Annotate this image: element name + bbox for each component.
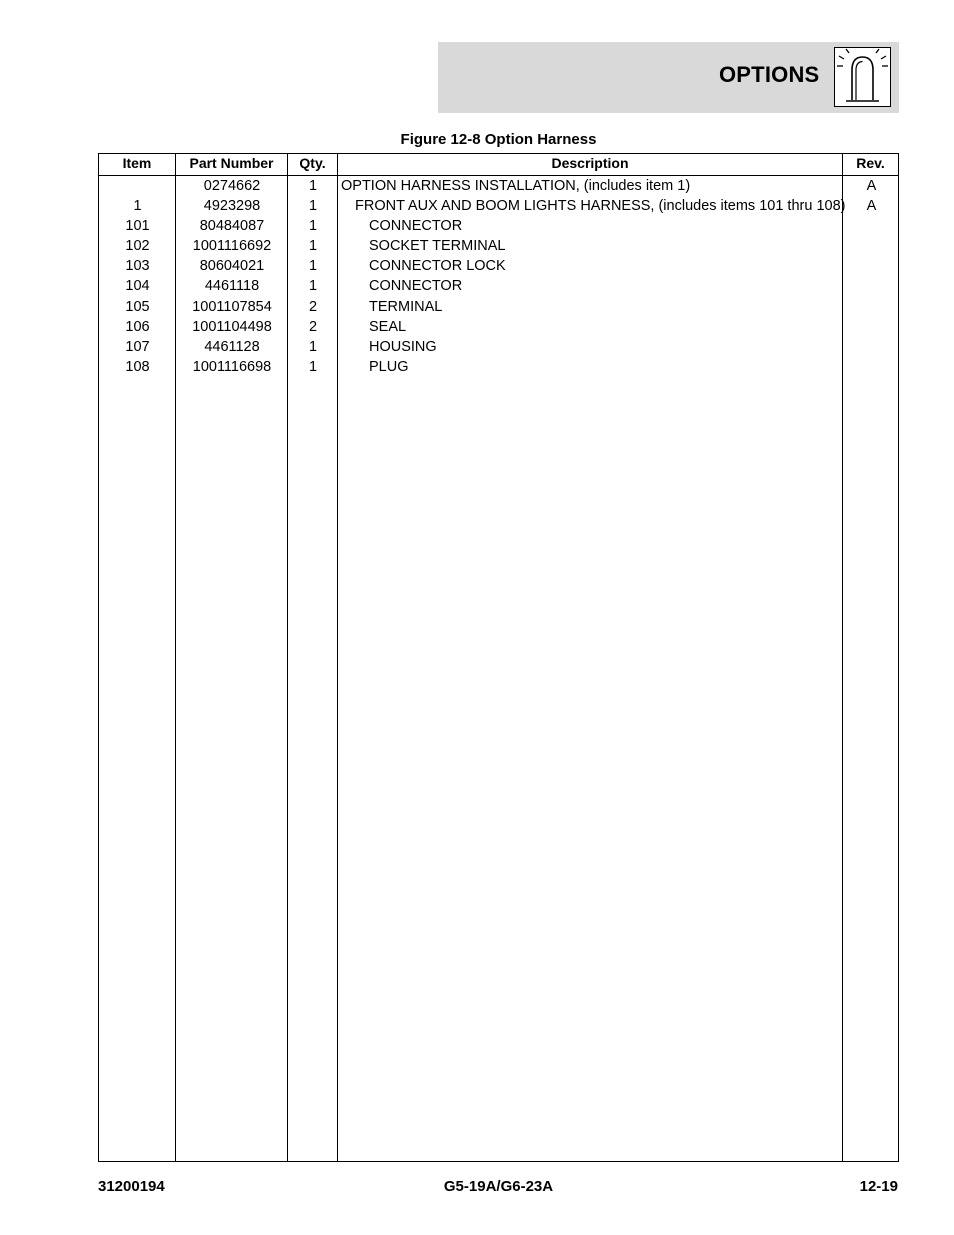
table-row	[99, 176, 898, 196]
table-row	[99, 236, 898, 256]
table-row	[99, 317, 898, 337]
qty-cell: 1	[308, 198, 318, 215]
item-cell: 106	[125, 318, 150, 335]
figure-title: Figure 12-8 Option Harness	[400, 131, 597, 148]
item-cell: 105	[125, 298, 150, 315]
description-cell: OPTION HARNESS INSTALLATION, (includes item 1)	[341, 178, 691, 194]
table-row	[99, 216, 898, 236]
beacon-light-icon	[834, 47, 891, 107]
qty-cell: 1	[308, 358, 318, 375]
description-cell: CONNECTOR	[369, 218, 463, 235]
qty-cell: 1	[308, 258, 318, 275]
part-number-cell: 4461128	[204, 338, 260, 355]
item-cell: 103	[125, 258, 150, 275]
part-number-cell: 80604021	[199, 258, 265, 275]
table-row	[99, 297, 898, 317]
table-row	[99, 196, 898, 216]
rev-cell: A	[866, 178, 877, 194]
column-header-rev: Rev.	[856, 155, 885, 171]
part-number-cell: 4923298	[203, 198, 261, 215]
part-number-cell: 1001104498	[192, 318, 272, 335]
section-title: OPTIONS	[719, 62, 820, 87]
table-row	[99, 256, 898, 276]
description-cell: SEAL	[369, 318, 407, 335]
manual-number: 31200194	[98, 1178, 165, 1195]
column-header-description: Description	[551, 155, 629, 171]
item-cell: 102	[125, 238, 150, 255]
part-number-cell: 1001107854	[192, 298, 272, 315]
qty-cell: 2	[308, 298, 318, 315]
column-header-part-number: Part Number	[189, 155, 274, 171]
column-header-qty: Qty.	[299, 155, 326, 171]
table-row	[99, 337, 898, 357]
item-cell: 104	[125, 278, 150, 295]
part-number-cell: 0274662	[203, 178, 261, 194]
page-number: 12-19	[859, 1178, 898, 1195]
rev-cell: A	[866, 198, 877, 215]
item-cell: 1	[133, 198, 142, 215]
column-header-item: Item	[122, 155, 152, 171]
section-banner	[438, 42, 899, 113]
qty-cell: 1	[308, 218, 318, 235]
qty-cell: 2	[308, 318, 318, 335]
qty-cell: 1	[308, 338, 318, 355]
description-cell: SOCKET TERMINAL	[369, 238, 506, 255]
description-cell: FRONT AUX AND BOOM LIGHTS HARNESS, (includes items 101 thru 108)	[355, 198, 846, 215]
description-cell: TERMINAL	[369, 298, 443, 315]
description-cell: PLUG	[369, 358, 409, 375]
parts-table	[98, 153, 899, 1162]
model-designation: G5-19A/G6-23A	[443, 1178, 554, 1195]
item-cell: 101	[125, 218, 150, 235]
item-cell: 107	[125, 338, 150, 355]
qty-cell: 1	[308, 278, 318, 295]
description-cell: CONNECTOR	[369, 278, 463, 295]
table-row	[99, 276, 898, 296]
qty-cell: 1	[308, 238, 318, 255]
table-body	[99, 176, 898, 377]
description-cell: CONNECTOR LOCK	[369, 258, 506, 275]
part-number-cell: 1001116698	[192, 358, 272, 375]
table-row	[99, 357, 898, 377]
description-cell: HOUSING	[369, 338, 437, 355]
part-number-cell: 80484087	[199, 218, 265, 235]
qty-cell: 1	[308, 178, 318, 194]
item-cell: 108	[125, 358, 150, 375]
part-number-cell: 1001116692	[192, 238, 272, 255]
part-number-cell: 4461118	[204, 278, 260, 295]
